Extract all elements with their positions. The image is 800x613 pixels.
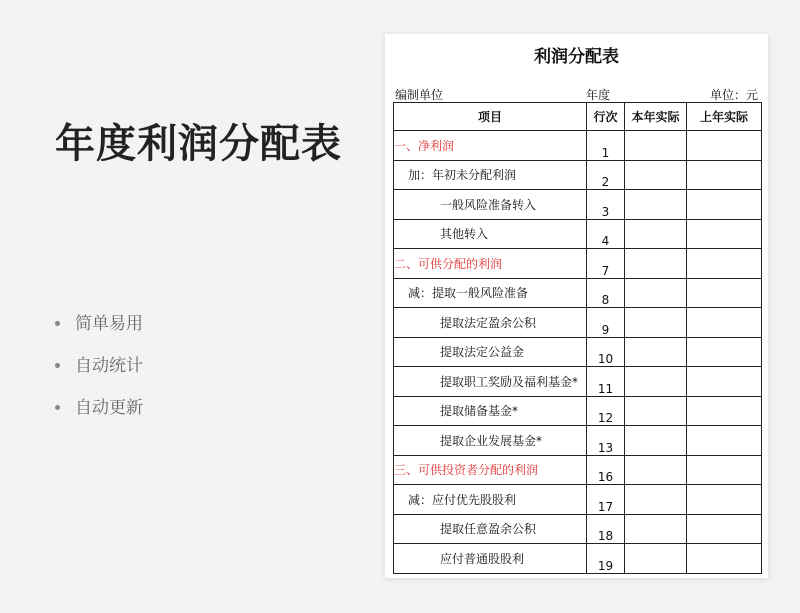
row-current-year-cell[interactable]: [625, 367, 687, 397]
table-row: [394, 249, 762, 279]
row-current-year-cell[interactable]: [625, 131, 687, 161]
row-prior-year-cell[interactable]: [687, 485, 762, 515]
row-current-year-cell[interactable]: [625, 160, 687, 190]
row-item[interactable]: 减：应付优先股股利: [394, 485, 587, 515]
table-row: [394, 367, 762, 397]
feature-item: [55, 352, 143, 394]
feature-item: [55, 394, 143, 436]
row-prior-year-cell[interactable]: [687, 455, 762, 485]
row-current-year-cell[interactable]: [625, 337, 687, 367]
row-line-number[interactable]: 2: [587, 160, 625, 190]
row-item[interactable]: 提取任意盈余公积: [394, 514, 587, 544]
row-item[interactable]: 提取职工奖励及福利基金*: [394, 367, 587, 397]
row-line-number[interactable]: 16: [587, 455, 625, 485]
row-current-year-cell[interactable]: [625, 219, 687, 249]
row-line-number[interactable]: 18: [587, 514, 625, 544]
header-line: 行次: [587, 103, 625, 131]
row-item[interactable]: 提取企业发展基金*: [394, 426, 587, 456]
row-item[interactable]: 提取储备基金*: [394, 396, 587, 426]
table-row: [394, 131, 762, 161]
row-prior-year-cell[interactable]: [687, 308, 762, 338]
row-current-year-cell[interactable]: [625, 514, 687, 544]
header-prior-year: 上年实际: [687, 103, 762, 131]
table-row: [394, 160, 762, 190]
row-prior-year-cell[interactable]: [687, 219, 762, 249]
row-item[interactable]: 提取法定盈余公积: [394, 308, 587, 338]
row-line-number[interactable]: 3: [587, 190, 625, 220]
row-prior-year-cell[interactable]: [687, 544, 762, 574]
feature-item: [55, 310, 143, 352]
row-item[interactable]: 二、可供分配的利润: [394, 249, 587, 279]
table-row: [394, 308, 762, 338]
table-row: [394, 485, 762, 515]
bullet-icon: [55, 363, 60, 368]
row-prior-year-cell[interactable]: [687, 131, 762, 161]
row-item[interactable]: 一、净利润: [394, 131, 587, 161]
table-row: [394, 396, 762, 426]
row-line-number[interactable]: 19: [587, 544, 625, 574]
table-row: [394, 337, 762, 367]
promo-title: 年度利润分配表: [55, 121, 342, 167]
header-current-year: 本年实际: [625, 103, 687, 131]
row-item[interactable]: 提取法定公益金: [394, 337, 587, 367]
feature-list: [55, 310, 143, 436]
table-row: [394, 190, 762, 220]
row-item[interactable]: 应付普通股股利: [394, 544, 587, 574]
unit-label: 单位：元: [709, 88, 758, 102]
table-row: [394, 514, 762, 544]
row-line-number[interactable]: 8: [587, 278, 625, 308]
feature-label: 简单易用: [75, 314, 143, 334]
table-row: [394, 278, 762, 308]
row-line-number[interactable]: 7: [587, 249, 625, 279]
header-item: 项目: [394, 103, 587, 131]
year-label: 年度: [586, 88, 611, 102]
row-prior-year-cell[interactable]: [687, 514, 762, 544]
spreadsheet-preview: [385, 34, 768, 578]
row-prior-year-cell[interactable]: [687, 337, 762, 367]
bullet-icon: [55, 321, 60, 326]
row-prior-year-cell[interactable]: [687, 396, 762, 426]
row-prior-year-cell[interactable]: [687, 278, 762, 308]
row-item[interactable]: 其他转入: [394, 219, 587, 249]
row-current-year-cell[interactable]: [625, 278, 687, 308]
row-line-number[interactable]: 4: [587, 219, 625, 249]
row-line-number[interactable]: 17: [587, 485, 625, 515]
profit-distribution-table: [393, 102, 762, 574]
feature-label: 自动统计: [75, 356, 143, 376]
table-row: [394, 455, 762, 485]
row-prior-year-cell[interactable]: [687, 249, 762, 279]
row-current-year-cell[interactable]: [625, 426, 687, 456]
table-row: [394, 544, 762, 574]
row-line-number[interactable]: 12: [587, 396, 625, 426]
row-current-year-cell[interactable]: [625, 396, 687, 426]
table-row: [394, 219, 762, 249]
table-row: [394, 426, 762, 456]
row-line-number[interactable]: 13: [587, 426, 625, 456]
row-prior-year-cell[interactable]: [687, 160, 762, 190]
row-line-number[interactable]: 1: [587, 131, 625, 161]
row-line-number[interactable]: 9: [587, 308, 625, 338]
sheet-title: 利润分配表: [534, 47, 619, 67]
table-header-row: [394, 103, 762, 131]
row-item[interactable]: 加：年初未分配利润: [394, 160, 587, 190]
row-prior-year-cell[interactable]: [687, 426, 762, 456]
row-current-year-cell[interactable]: [625, 190, 687, 220]
row-item[interactable]: 一般风险准备转入: [394, 190, 587, 220]
row-line-number[interactable]: 11: [587, 367, 625, 397]
row-prior-year-cell[interactable]: [687, 367, 762, 397]
feature-label: 自动更新: [75, 398, 143, 418]
org-label: 编制单位: [395, 88, 444, 102]
row-prior-year-cell[interactable]: [687, 190, 762, 220]
row-line-number[interactable]: 10: [587, 337, 625, 367]
bullet-icon: [55, 405, 60, 410]
row-current-year-cell[interactable]: [625, 544, 687, 574]
row-current-year-cell[interactable]: [625, 249, 687, 279]
row-current-year-cell[interactable]: [625, 485, 687, 515]
row-item[interactable]: 减：提取一般风险准备: [394, 278, 587, 308]
row-current-year-cell[interactable]: [625, 308, 687, 338]
row-current-year-cell[interactable]: [625, 455, 687, 485]
row-item[interactable]: 三、可供投资者分配的利润: [394, 455, 587, 485]
